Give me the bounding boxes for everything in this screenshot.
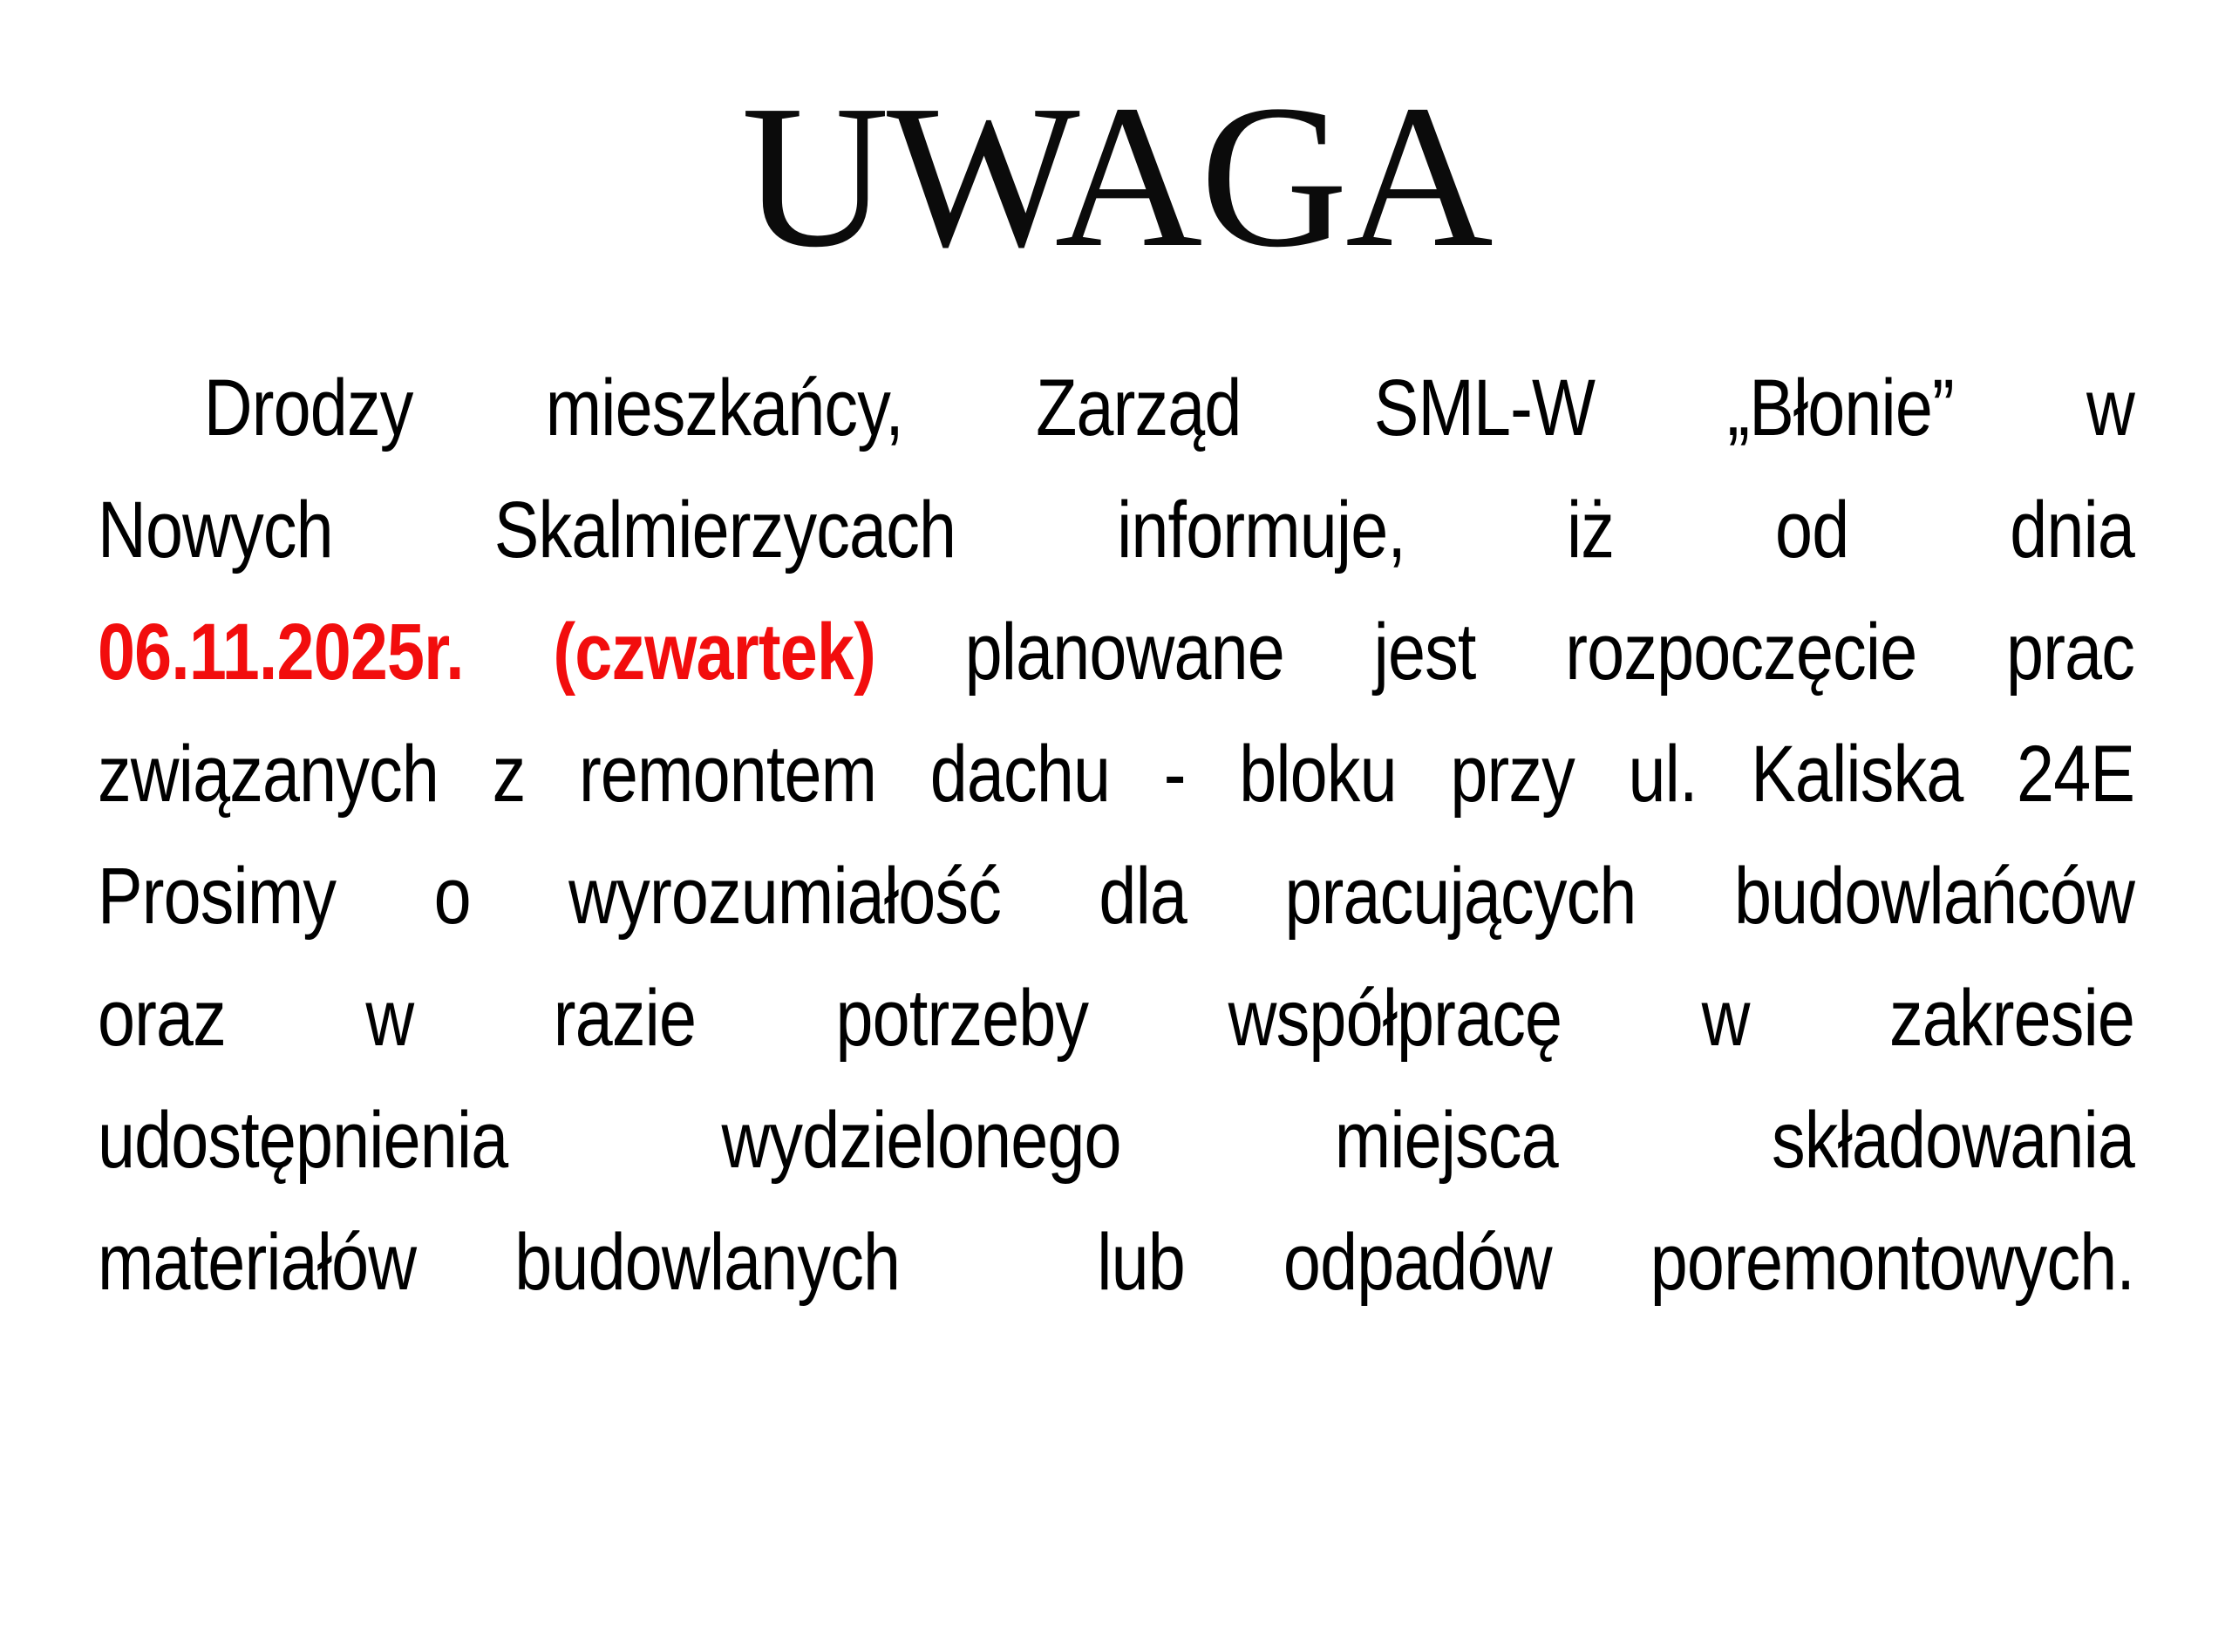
text-run: materiałów budowlanych lub odpadów poremontowych. [98,1218,2135,1307]
notice-title: UWAGA [741,63,1491,289]
notice-body [98,347,2134,1323]
notice-line [98,1201,2134,1323]
text-run: Prosimy o wyrozumiałość dla pracujących budowlańców [98,852,2135,941]
highlighted-date-text: 06.11.2025r. (czwartek) [98,608,875,697]
page [0,63,2232,1652]
notice-line [98,347,2134,469]
text-run: związanych z remontem dachu - bloku przy ul. Kaliska 24E [98,730,2135,819]
notice-line [98,957,2134,1079]
notice-line [98,1079,2134,1201]
notice-line [98,469,2134,591]
text-run: Drodzy mieszkańcy, Zarząd SML-W „Błonie” w [203,364,2135,452]
text-run: oraz w razie potrzeby współpracę w zakresie [98,974,2135,1063]
text-run: Nowych Skalmierzycach informuje, iż od dnia [98,486,2135,574]
notice-document [0,63,2232,1652]
text-run: planowane jest rozpoczęcie prac [874,608,2135,697]
text-run: udostępnienia wydzielonego miejsca składowania [98,1096,2135,1185]
notice-line [98,591,2134,713]
notice-line [98,835,2134,957]
notice-line [98,713,2134,835]
